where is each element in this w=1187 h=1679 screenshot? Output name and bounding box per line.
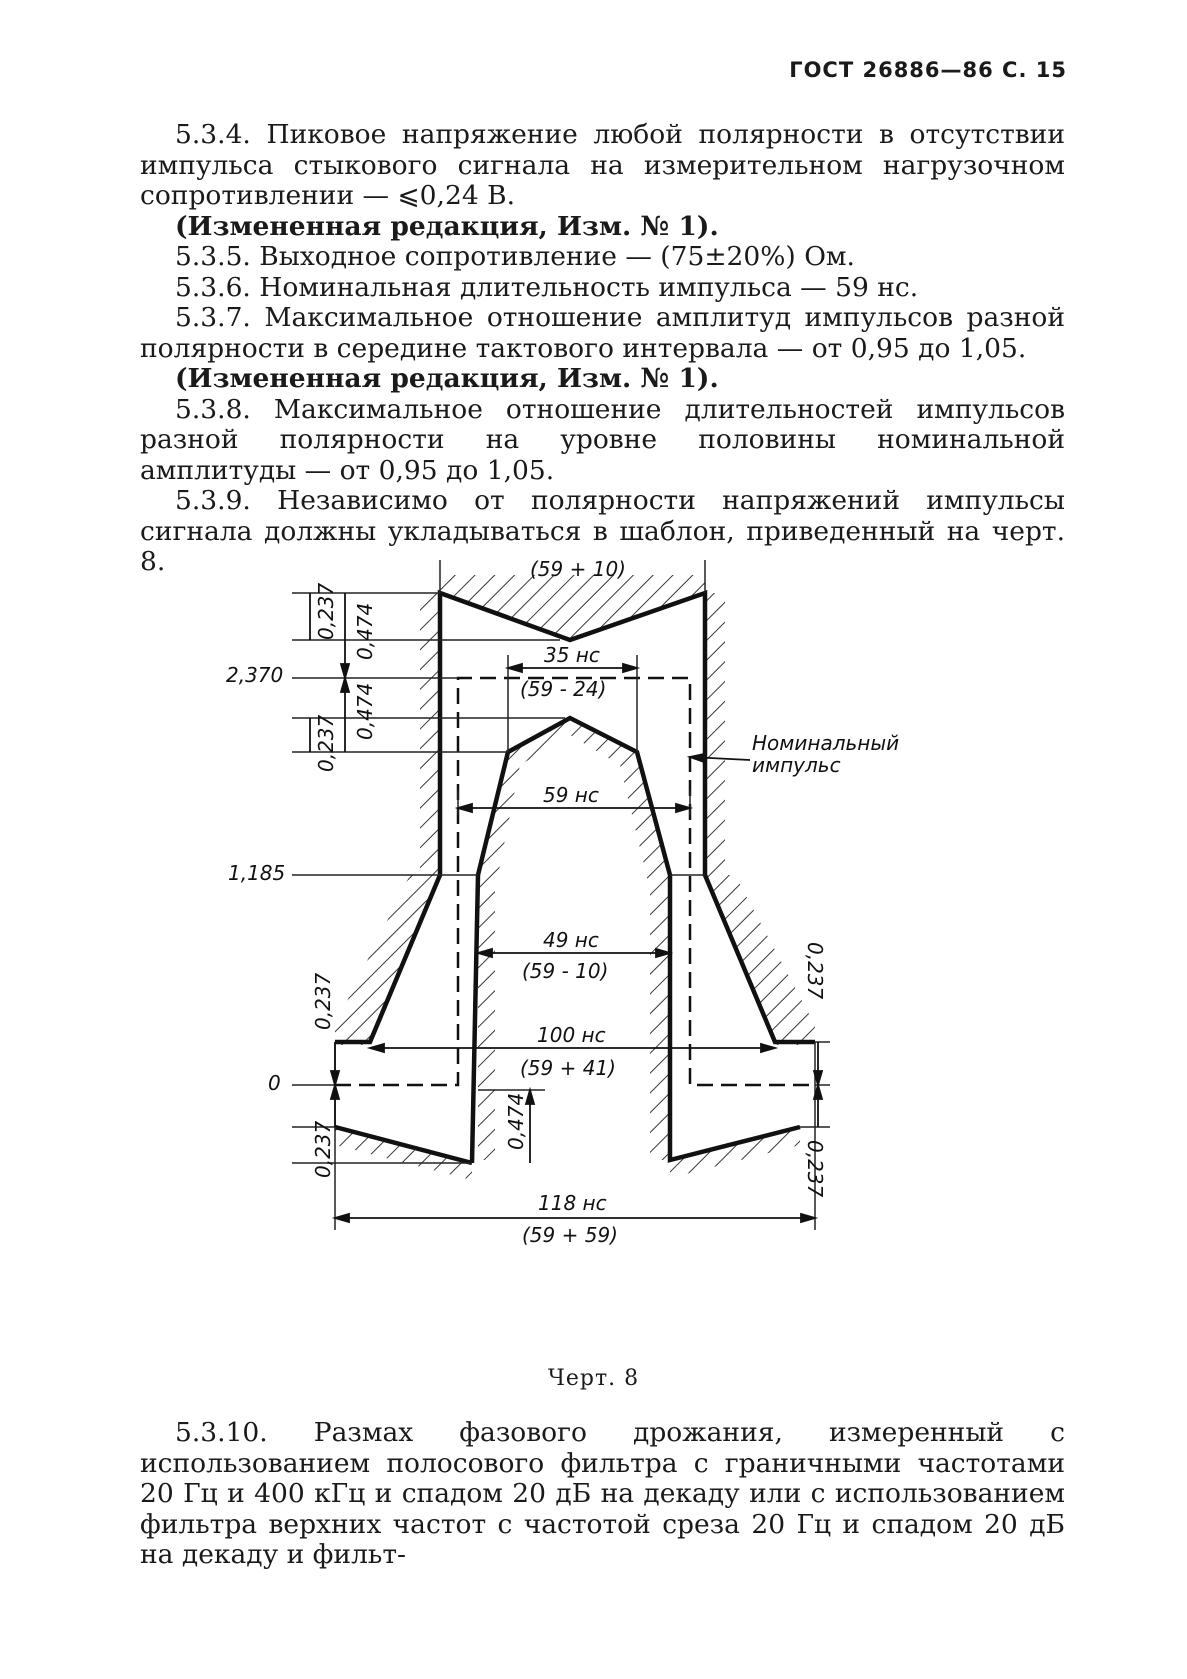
- paragraph-5-3-5: 5.3.5. Выходное сопротивление — (75±20%) Ом.: [175, 241, 855, 272]
- paragraph-5-3-8: 5.3.8. Максимальное отношение длительностей импульсов разной полярности на уровне половины номинальной амплитуды — от 0,95 до 1,05.: [140, 393, 1065, 486]
- paragraph-5-3-6: 5.3.6. Номинальная длительность импульса — 59 нс.: [175, 271, 919, 303]
- paragraph-5-3-7: 5.3.7. Максимальное отношение амплитуд импульсов разной полярности в середине тактового интервала — от 0,95 до 1,05.: [140, 302, 1065, 364]
- dim-35-expr: (59 - 24): [520, 677, 607, 701]
- hatch-right-bottom: [670, 1127, 800, 1178]
- nominal-pulse-label-2: импульс: [752, 753, 841, 777]
- dim-100-expr: (59 + 41): [520, 1056, 616, 1080]
- nominal-pulse-label-1: Номинальный: [752, 731, 900, 755]
- hatch-right-fall: [705, 875, 815, 1045]
- hatch-left-rise: [335, 875, 440, 1045]
- pulse-mask-diagram: [220, 560, 980, 1340]
- paragraph-5-3-4: 5.3.4. Пиковое напряжение любой полярности в отсутствии импульса стыкового сигнала на измерительном нагрузочном сопротивлении — ⩽0,24 В.: [140, 119, 1065, 211]
- dim-118-value: 118 нс: [538, 1191, 607, 1215]
- tol-0237-f: 0,237: [803, 1140, 827, 1198]
- dim-69-expr: (59 + 10): [530, 560, 626, 581]
- bottom-text-block: [140, 1418, 1065, 1571]
- dim-49-expr: (59 - 10): [522, 959, 609, 983]
- dim-35-value: 35 нс: [544, 643, 600, 667]
- dim-118-expr: (59 + 59): [522, 1223, 618, 1247]
- level-top-label: 2,370: [226, 663, 284, 687]
- dim-49-value: 49 нс: [543, 928, 599, 952]
- dim-59-value: 59 нс: [543, 783, 599, 807]
- revision-note-2: (Измененная редакция, Изм. № 1).: [175, 363, 719, 394]
- tol-0237-e: 0,237: [803, 942, 827, 1000]
- paragraph-5-3-10: 5.3.10. Размах фазового дрожания, измеренный с использованием полосового фильтра с граничными частотами 20 Гц и 400 кГц и спадом 20 дБ на декаду или с использованием фильтра верхних частот с частотой среза 20 Гц и спадом 20 дБ на декаду и фильт-: [140, 1417, 1065, 1570]
- dim-100-value: 100 нс: [537, 1023, 606, 1047]
- tol-0237-a: 0,237: [314, 582, 338, 640]
- tol-0474-a: 0,474: [353, 602, 377, 660]
- tol-0237-c: 0,237: [311, 972, 335, 1030]
- hatch-right-upper: [705, 593, 725, 875]
- paragraph-5-3-9: 5.3.9. Независимо от полярности напряжений импульсы сигнала должны укладываться в шаблон, приведенный на черт. 8.: [140, 485, 1065, 577]
- hatch-left-upper: [420, 593, 440, 875]
- tol-0237-b: 0,237: [314, 714, 338, 772]
- revision-note-1: (Измененная редакция, Изм. № 1).: [175, 210, 719, 242]
- top-text-block: [140, 120, 1065, 578]
- tol-0474-c: 0,474: [504, 1092, 528, 1150]
- tol-0474-b: 0,474: [353, 682, 377, 740]
- hatch-left-bottom: [335, 1127, 472, 1180]
- level-zero-label: 0: [268, 1071, 281, 1095]
- level-mid-label: 1,185: [228, 861, 286, 885]
- page-header: ГОСТ 26886—86 С. 15: [789, 58, 1067, 82]
- figure-caption: Черт. 8: [547, 1366, 640, 1391]
- tol-0237-d: 0,237: [311, 1120, 335, 1178]
